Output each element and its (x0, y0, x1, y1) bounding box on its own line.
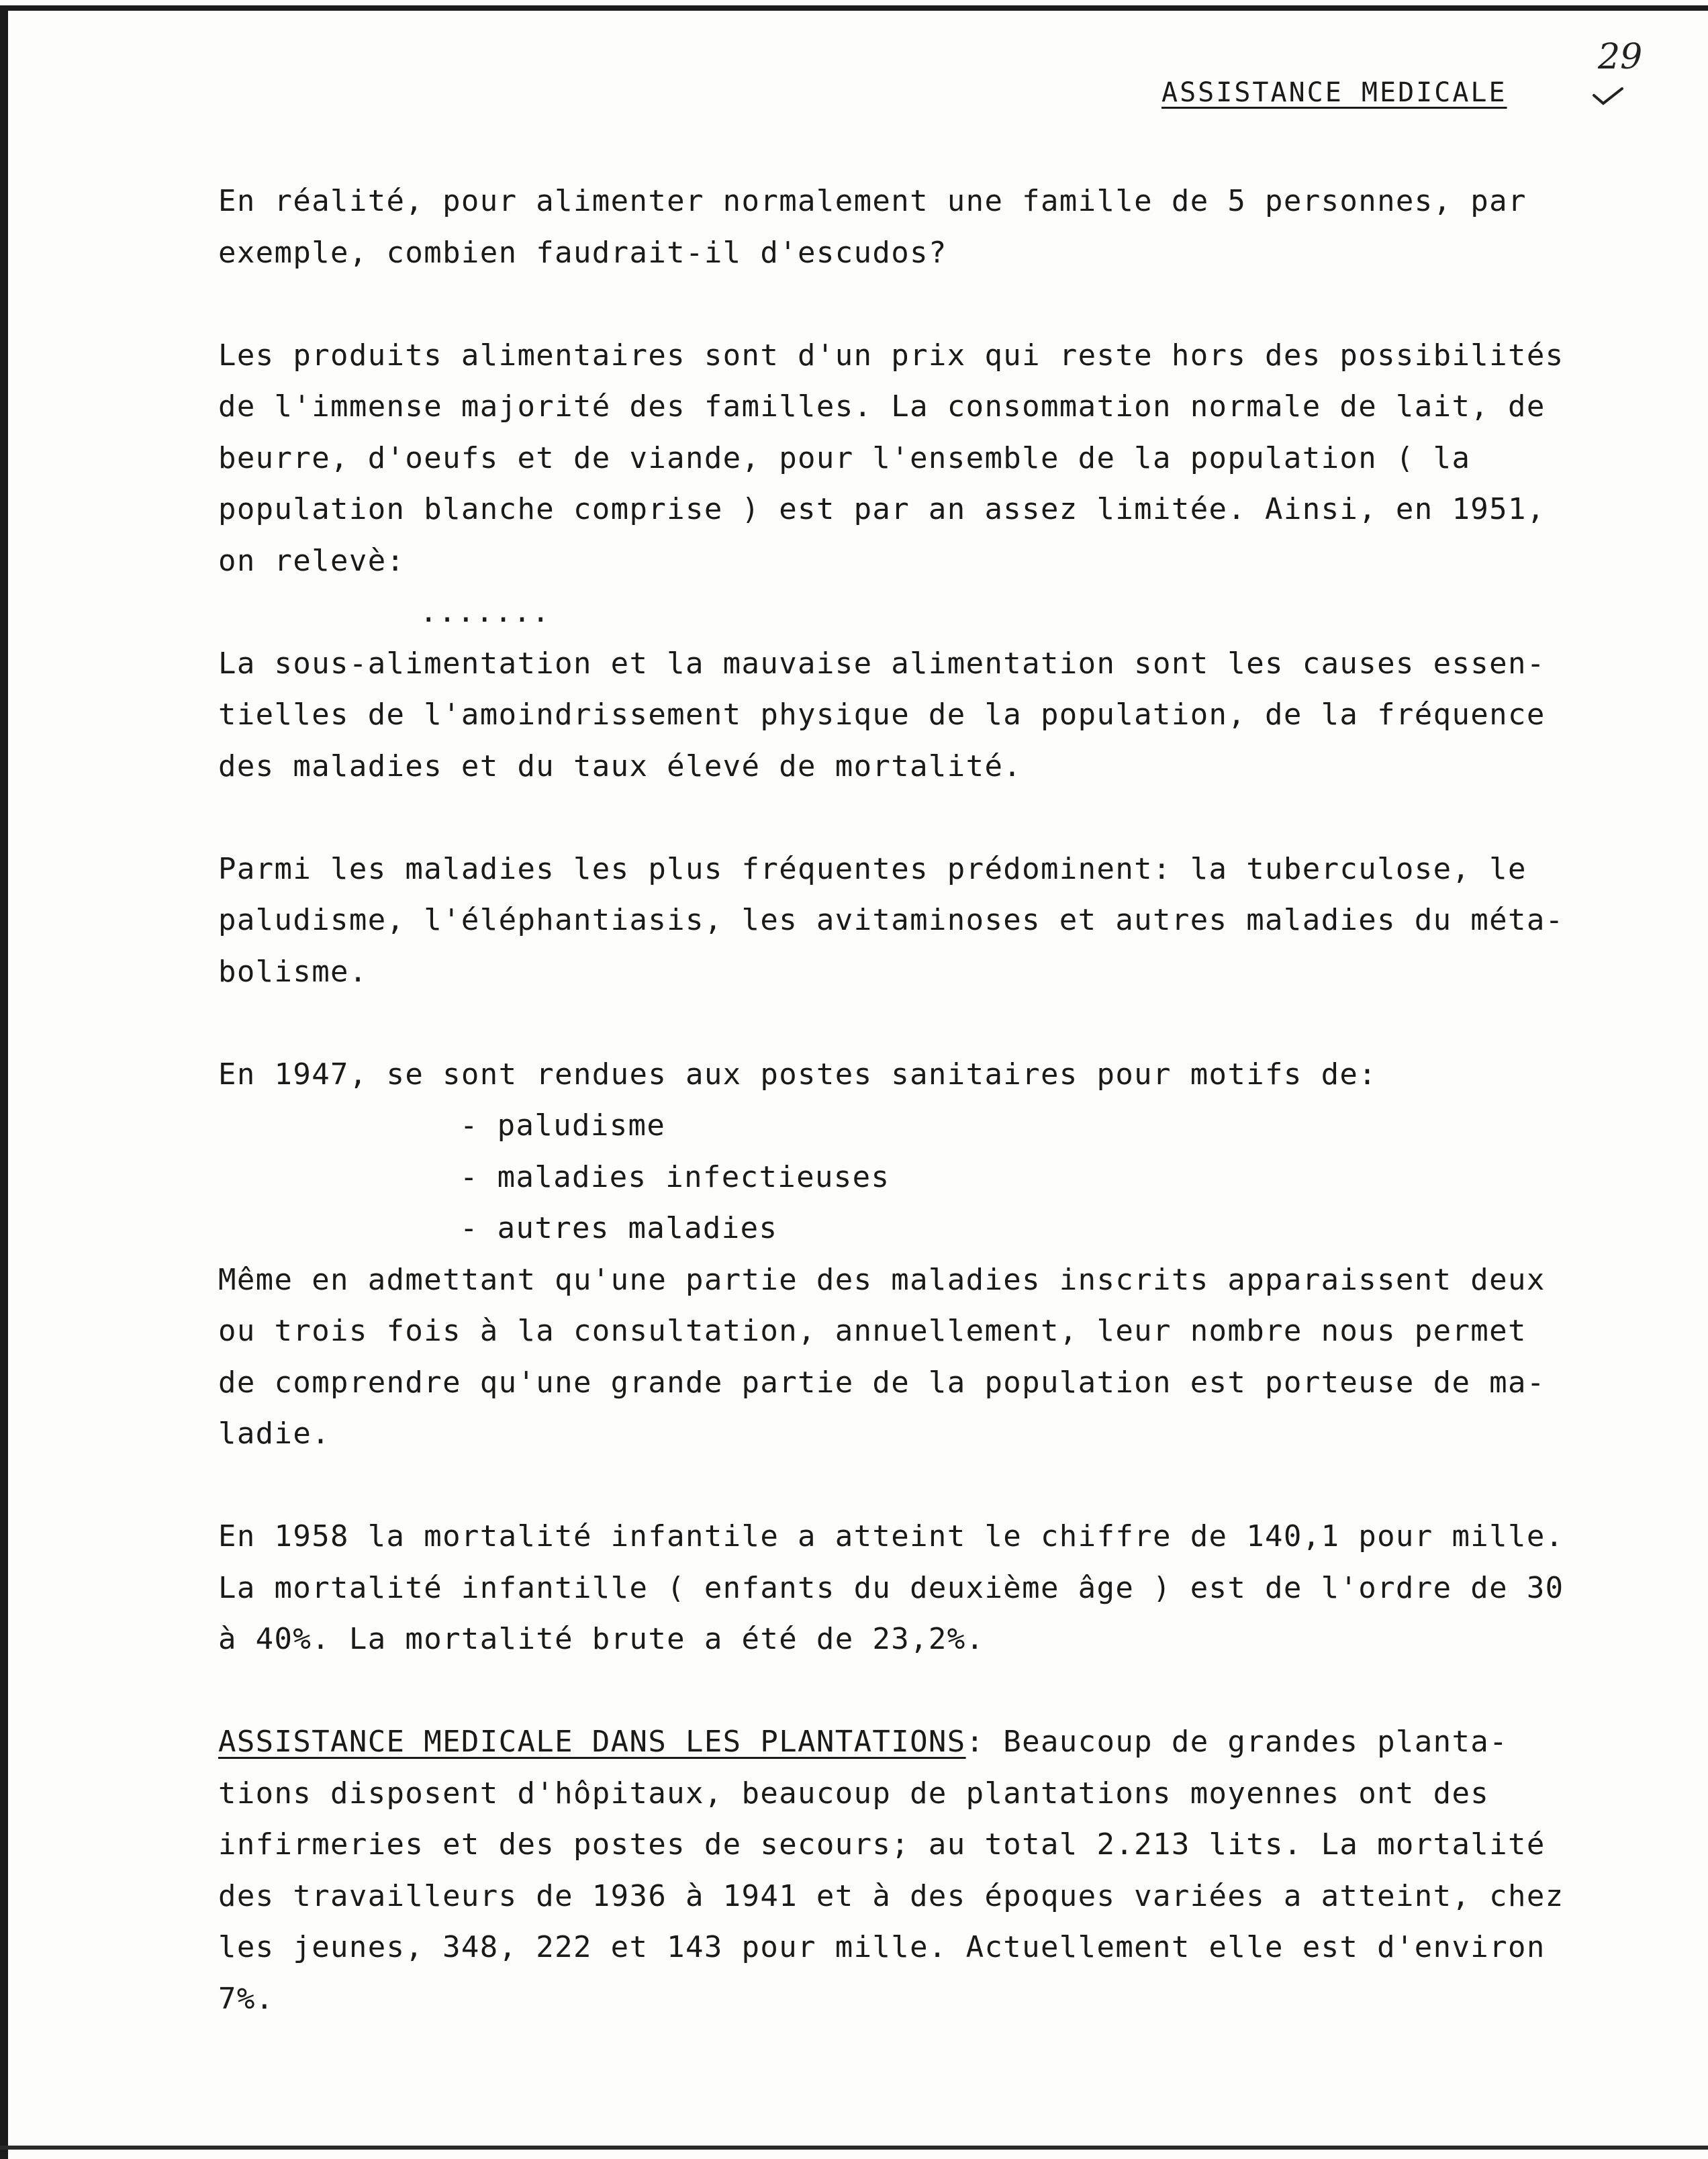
text-line: de comprendre qu'une grande partie de la population est porteuse de ma- (218, 1365, 1546, 1400)
text-line: de l'immense majorité des familles. La consommation normale de lait, de (218, 389, 1546, 424)
text-line: population blanche comprise ) est par an assez limitée. Ainsi, en 1951, (218, 492, 1546, 526)
text-line: 7%. (218, 1981, 275, 2016)
text-line: Même en admettant qu'une partie des maladies inscrits apparaissent deux (218, 1262, 1546, 1297)
text-line: tions disposent d'hôpitaux, beaucoup de plantations moyennes ont des (218, 1776, 1490, 1811)
ellipsis-line: ....... (420, 595, 551, 629)
section-heading-line (218, 1717, 1682, 1768)
text-line: ladie. (218, 1417, 331, 1451)
list-item: - paludisme (460, 1108, 666, 1143)
text-line: En 1958 la mortalité infantile a atteint le chiffre de 140,1 pour mille. (218, 1519, 1564, 1553)
list-item: - autres maladies (460, 1211, 778, 1245)
text-line: En 1947, se sont rendues aux postes sanitaires pour motifs de: (218, 1057, 1378, 1092)
text-line: on relevè: (218, 543, 406, 578)
text-line: les jeunes, 348, 222 et 143 pour mille. Actuellement elle est d'environ (218, 1930, 1546, 1964)
page-edge-bottom (0, 2146, 1708, 2150)
text-line: des travailleurs de 1936 à 1941 et à des époques variées a atteint, chez (218, 1878, 1564, 1913)
text-line: Parmi les maladies les plus fréquentes prédominent: la tuberculose, le (218, 851, 1527, 886)
text-line: à 40%. La mortalité brute a été de 23,2%. (218, 1622, 985, 1656)
text-line: exemple, combien faudrait-il d'escudos? (218, 235, 947, 270)
text-line: Les produits alimentaires sont d'un prix qui reste hors des possibilités (218, 338, 1564, 373)
text-line: bolisme. (218, 954, 368, 989)
text-line: des maladies et du taux élevé de mortalité. (218, 749, 1023, 783)
section-heading: ASSISTANCE MEDICALE DANS LES PLANTATIONS (218, 1725, 966, 1759)
text-line: infirmeries et des postes de secours; au total 2.213 lits. La mortalité (218, 1827, 1546, 1862)
text-line: La sous-alimentation et la mauvaise alimentation sont les causes essen- (218, 646, 1546, 681)
page-number: 29 (1598, 37, 1643, 77)
text-line: paludisme, l'éléphantiasis, les avitaminoses et autres maladies du méta- (218, 903, 1564, 937)
list-item: - maladies infectieuses (460, 1159, 890, 1194)
page-edge-top (0, 5, 1708, 11)
text-line: tielles de l'amoindrissement physique de la population, de la fréquence (218, 698, 1546, 732)
text-line: beurre, d'oeufs et de viande, pour l'ensemble de la population ( la (218, 440, 1471, 475)
page-edge-left (0, 5, 8, 2159)
text-fragment: : Beaucoup de grandes planta- (965, 1725, 1508, 1759)
text-line: ou trois fois à la consultation, annuellement, leur nombre nous permet (218, 1314, 1527, 1348)
text-line: En réalité, pour alimenter normalement une famille de 5 personnes, par (218, 184, 1527, 218)
checkmark-icon (1591, 86, 1625, 106)
running-header: ASSISTANCE MEDICALE (1161, 77, 1507, 108)
text-line: La mortalité infantille ( enfants du deuxième âge ) est de l'ordre de 30 (218, 1570, 1564, 1605)
document-body (218, 176, 1682, 2025)
